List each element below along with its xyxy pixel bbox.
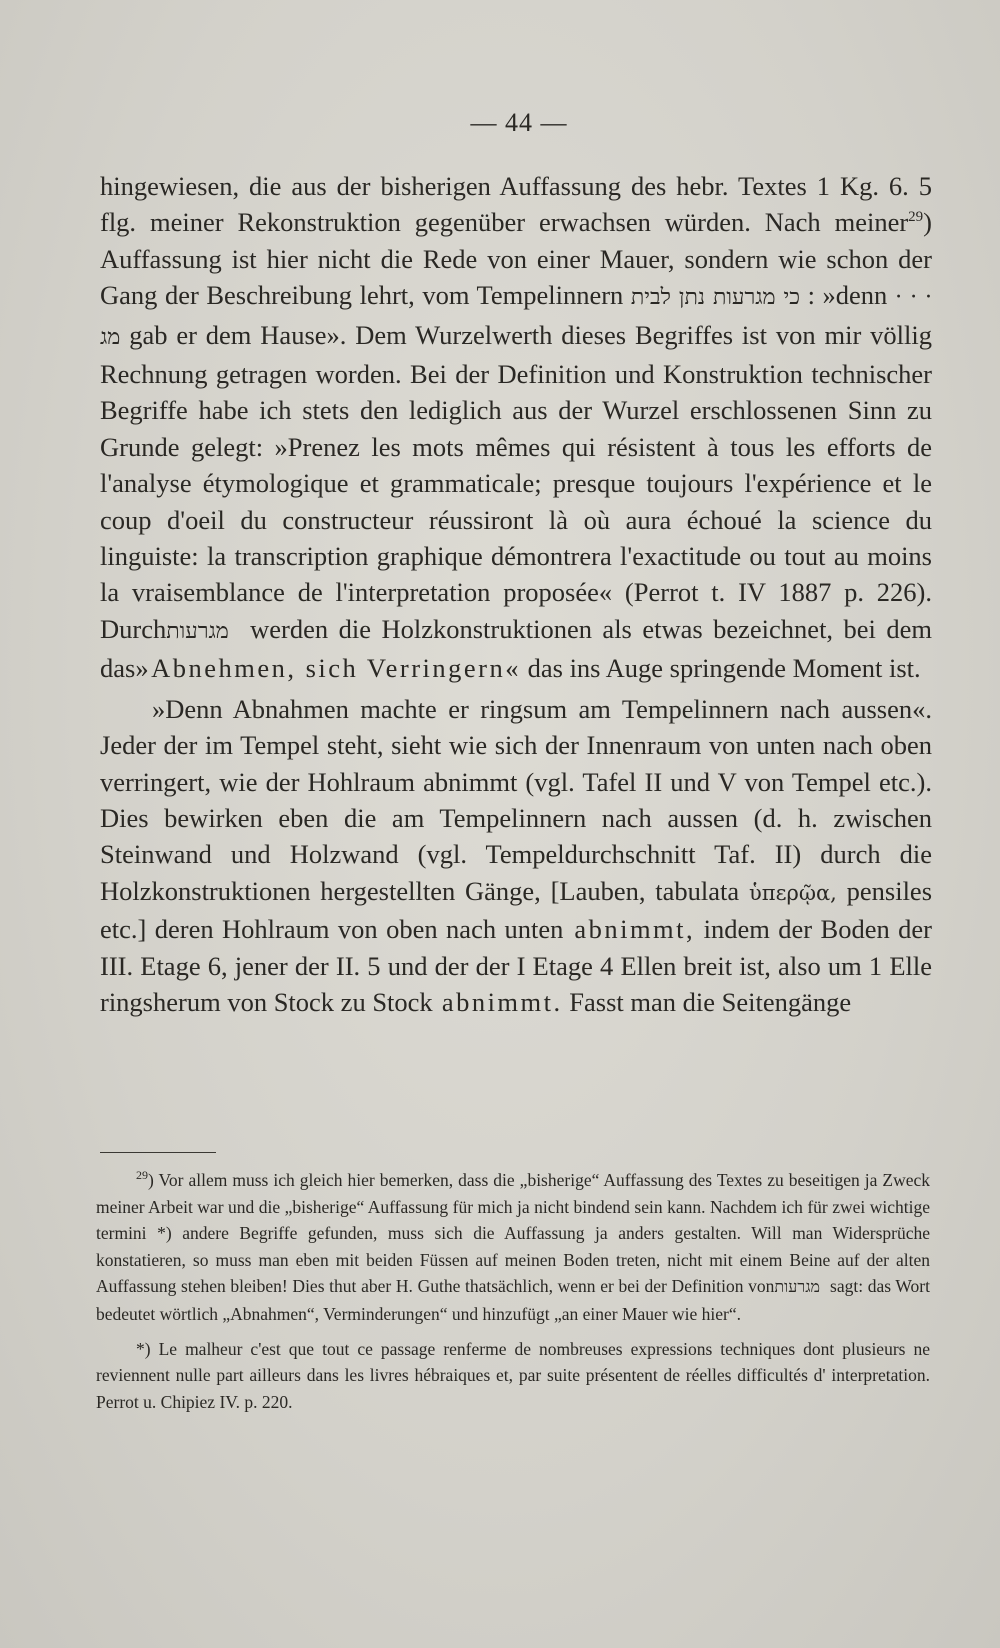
fn29-text-1: ) Vor allem muss ich gleich hier bemerken, dass die „bisherige“ Auffassung des Textes zu beseitigen ja Zweck meiner Arbeit war und die „bisherige“ Auffassung für mich ja nicht bindend sein kann. Nachdem ich für zwei wichtige termini *) andere Begriffe gefunden, muss sich die Auffassung ja anders gestalten. Will man Widersprüche konstatieren, so muss man eben mit beiden Füssen auf meinen Boden treten, nicht mit einem Beine auf der alten Auffassung stehen bleiben! Dies thut aber H. Guthe thatsächlich, wenn er bei der Definition von [96,1170,930,1297]
p1-text-2: ) Auffassung ist hier nicht die Rede von einer Mauer, sondern wie schon der Gang der Beschreibung lehrt, vom Tempelinnern [100,207,932,311]
p2-text-2: pensiles etc.] deren Hohlraum von oben nach unten [100,875,933,945]
footnote-mark: 29 [136,1168,148,1183]
footnote-ref-29[interactable]: 29 [908,209,924,226]
hebrew-abbrev: · · · מג [100,285,933,350]
footnote-29 [96,1167,930,1328]
p2-text-1: »Denn Abnahmen machte er ringsum am Tempelinnern nach aussen«. Jeder der im Tempel steht, sieht wie sich der Innenraum von unten nach oben verringert, wie der Hohlraum abnimmt (vgl. Tafel II und V von Tempel etc.). Dies bewirken eben die am Tempelinnern nach aussen (d. h. zwischen Steinwand und Holzwand (vgl. Tempeldurchschnitt Taf. II) durch die Holzkonstruktionen hergestellten Gänge, [Lauben, tabulata [100,693,932,906]
main-text [100,168,932,1020]
fn29-text-2: sagt: das Wort bedeutet wörtlich „Abnahmen“, Verminderungen“ und hinzufügt „an einer Mauer wie hier“. [96,1276,930,1324]
footnote-star: *) Le malheur c'est que tout ce passage renferme de nombreuses expressions techniques dont plusieurs ne reviennent nulle part ailleurs dans les livres hébraiques et, par suite présentent de réelles difficultés d' interpretation. Perrot u. Chipiez IV. p. 220. [96,1338,930,1412]
p2-text-4: Fasst man die Seitengänge [562,986,852,1017]
paragraph-2 [100,691,932,1021]
footnotes [96,1167,930,1415]
spaced-emphasis-1: abnimmt, [563,914,696,945]
hebrew-word: מגרעות [166,618,240,644]
fn-hebrew-word: מגרעות [774,1277,826,1297]
spaced-emphasis: »Abnehmen, sich Verringern« [135,653,521,684]
greek-word: ὑπερῷα, [739,880,837,905]
paragraph-1 [100,168,932,687]
footnote-divider [100,1152,216,1153]
p1-text-3: : »denn [800,280,888,311]
spaced-emphasis-2: abnimmt. [432,986,563,1017]
p1-text-4: gab er dem Hause». Dem Wurzelwerth dieses Begriffes ist von mir völlig Rechnung getragen worden. Bei der Definition und Konstruktion technischer Begriffe habe ich stets den lediglich aus der Wurzel erschlossenen Sinn zu Grunde gelegt: »Prenez les mots mêmes qui résistent à tous les efforts de l'analyse étymologique et grammaticale; presque toujours l'expérience et le coup d'oeil du constructeur réussiront là où aura échoué la science du linguiste: la transcription graphique démontrera l'exactitude ou tout au moins la vraisemblance de l'interpretation proposée« (Perrot t. IV 1887 p. 226). Durch [100,319,932,644]
p2-text-3: indem der Boden der III. Etage 6, jener der II. 5 und der der I Etage 4 Ellen breit ist, also um 1 Elle ringsherum von Stock zu Stock [100,914,932,1017]
page-number: — 44 — [470,108,568,137]
p1-text-6: das ins Auge springende Moment ist. [521,653,921,684]
p1-text-5: werden die Holzkonstruktionen als etwas bezeichnet, bei dem das [100,613,932,684]
p1-text-1: hingewiesen, die aus der bisherigen Auffassung des hebr. Textes 1 Kg. 6. 5 flg. meiner Rekonstruktion gegenüber erwachsen würden. Nach meiner [100,171,932,238]
hebrew-phrase: כי מגרעות נתן לבית [630,285,801,311]
